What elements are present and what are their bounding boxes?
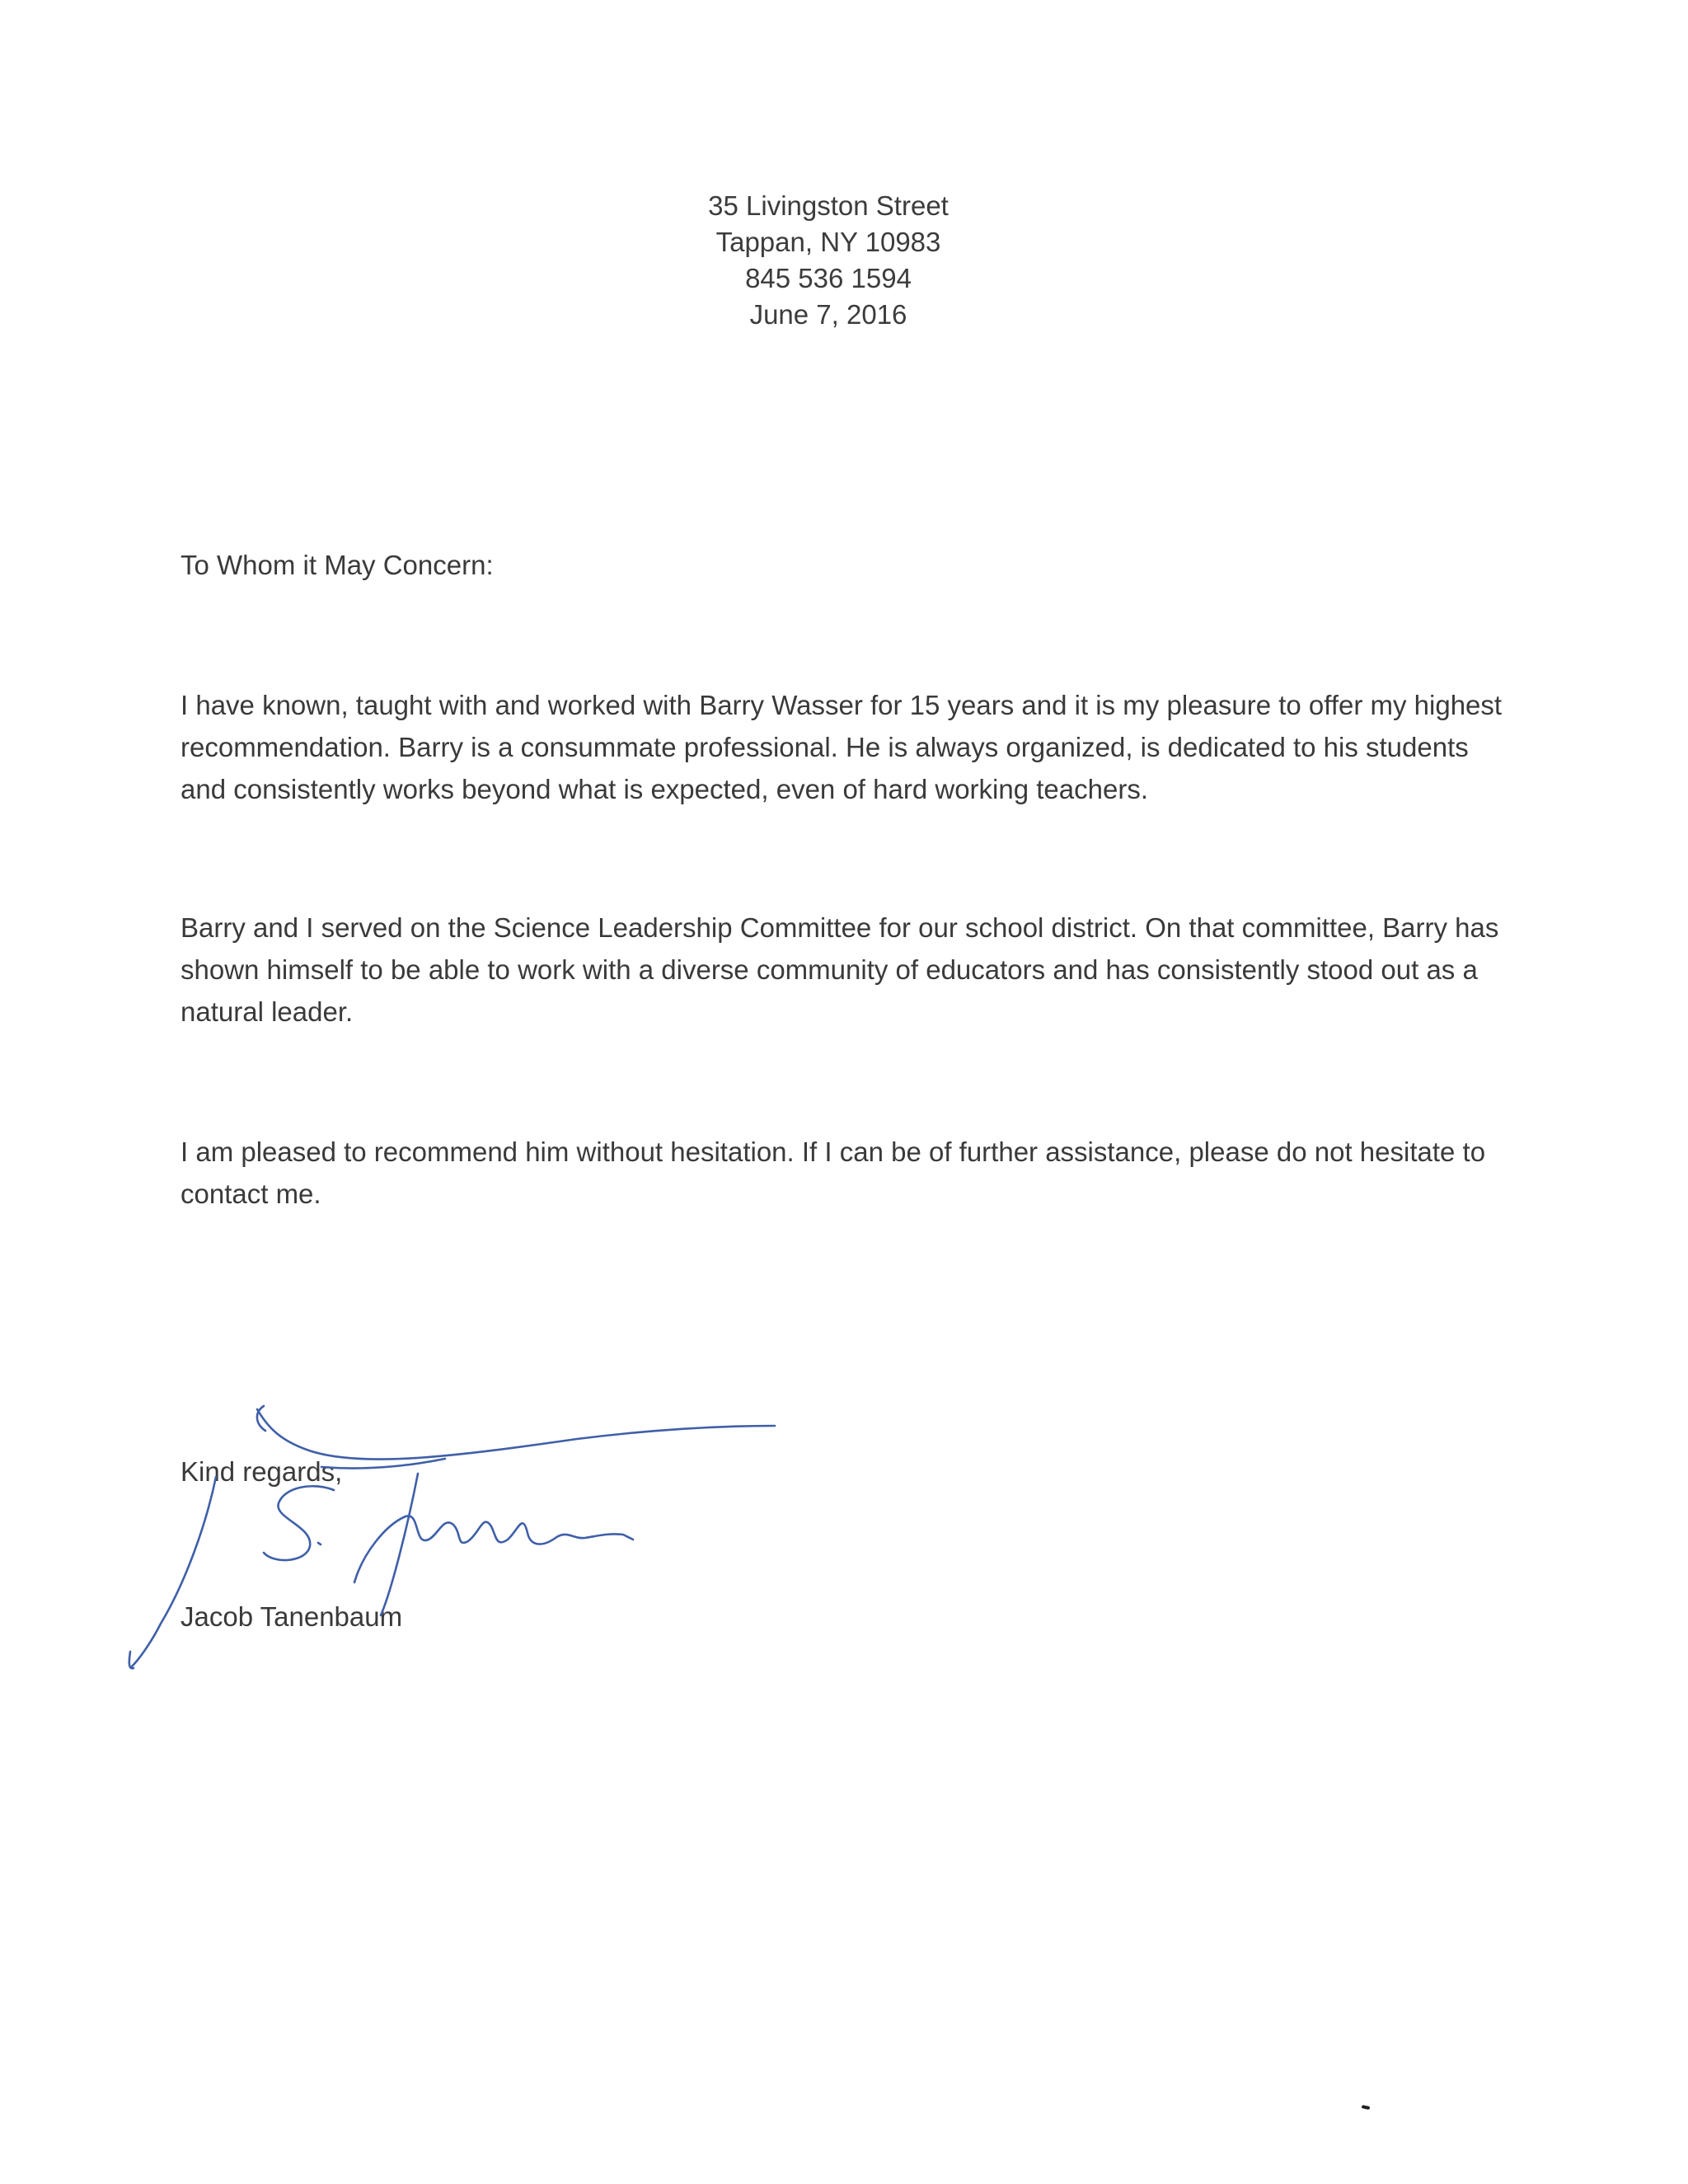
closing: Kind regards,	[181, 1456, 343, 1487]
body-paragraph-3: I am pleased to recommend him without hesitation. If I can be of further assistance, please do not hesitate to contact me.	[181, 1137, 1486, 1209]
letter-date: June 7, 2016	[749, 299, 907, 330]
sender-address-block	[0, 188, 1657, 333]
signature-stroke-t-stem	[381, 1474, 418, 1615]
signature-stroke-top-sweep	[257, 1409, 775, 1460]
scan-speck	[1362, 2105, 1371, 2110]
handwritten-signature	[115, 1401, 791, 1698]
body-paragraph-2: Barry and I served on the Science Leadership Committee for our school district. On that committee, Barry has shown himself to be able to work with a diverse community of educators and has consistently stood out as a natural leader.	[181, 912, 1499, 1027]
signature-stroke-surname	[354, 1516, 633, 1582]
address-phone: 845 536 1594	[745, 263, 912, 293]
signature-stroke-left-descender	[132, 1477, 216, 1666]
address-street: 35 Livingston Street	[708, 190, 949, 221]
address-city-state-zip: Tappan, NY 10983	[715, 227, 941, 257]
signature-stroke-s-initial	[264, 1486, 334, 1560]
signature-stroke-dot	[318, 1543, 321, 1544]
signer-name: Jacob Tanenbaum	[181, 1601, 403, 1632]
body-paragraph-1: I have known, taught with and worked with Barry Wasser for 15 years and it is my pleasure to offer my highest recommendation. Barry is a consummate professional. He is always organized, is dedicated to his students and consistently works beyond what is expected, even of hard working teachers.	[181, 690, 1503, 804]
salutation: To Whom it May Concern:	[181, 550, 494, 580]
